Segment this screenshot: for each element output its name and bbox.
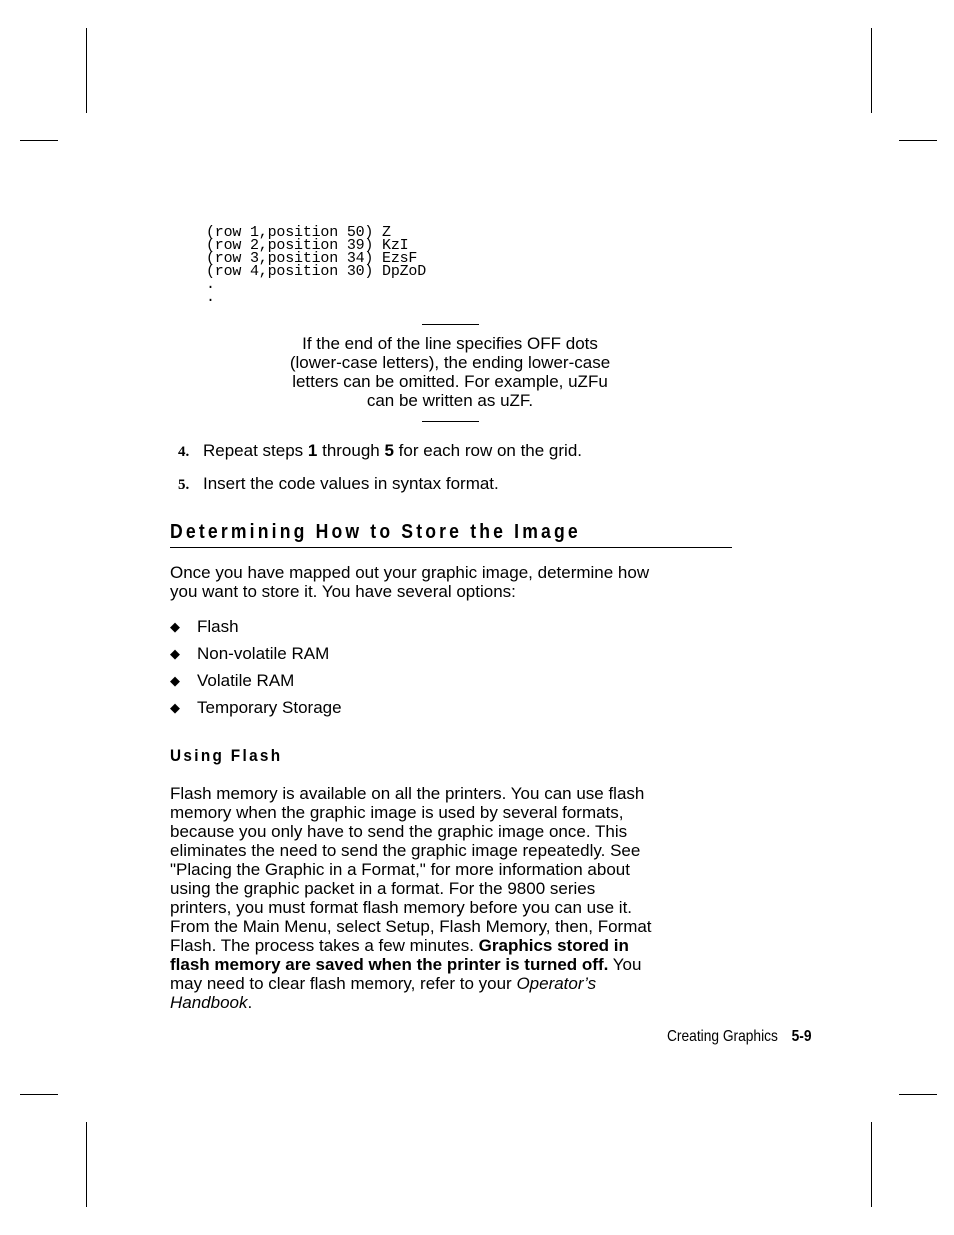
note-top-rule (422, 324, 479, 325)
page-number: 5-9 (791, 1028, 812, 1045)
step-number: 4. (178, 444, 190, 460)
paragraph-text: may need to clear flash memory, refer to your (170, 974, 517, 993)
diamond-bullet-icon: ◆ (170, 646, 180, 661)
paragraph-line: using the graphic packet in a format. For the 9800 series (170, 879, 596, 898)
paragraph-line: Flash memory is available on all the printers. You can use flash (170, 784, 645, 803)
page-footer (667, 1028, 812, 1046)
crop-mark-top-left-h (20, 140, 58, 141)
note-line: can be written as uZF. (366, 391, 534, 410)
code-line: . (206, 276, 215, 293)
note-bottom-rule (422, 421, 479, 422)
diamond-bullet-icon: ◆ (170, 700, 180, 715)
step-text: for each row on the grid. (393, 441, 582, 460)
paragraph-line (170, 936, 652, 955)
code-line: . (206, 289, 215, 306)
book-title: Handbook (170, 993, 248, 1012)
paragraph-line: "Placing the Graphic in a Format," for more information about (170, 860, 630, 879)
crop-mark-top-right-h (899, 140, 937, 141)
paragraph-text: . (247, 993, 253, 1012)
paragraph-line (170, 955, 652, 974)
paragraph-line (170, 974, 652, 993)
crop-mark-bottom-right-v (871, 1122, 872, 1207)
code-line: (row 3,position 34) EzsF (206, 250, 418, 267)
section-heading: Determining How to Store the Image (170, 521, 581, 543)
step-text: Insert the code values in syntax format. (203, 474, 499, 493)
list-item-label: Temporary Storage (197, 698, 342, 717)
code-line: (row 2,position 39) KzI (206, 237, 409, 254)
diamond-bullet-icon: ◆ (170, 673, 180, 688)
step-number: 5. (178, 477, 190, 493)
list-item (170, 671, 294, 691)
code-example (206, 226, 426, 304)
intro-line: Once you have mapped out your graphic image, determine how (170, 563, 650, 582)
code-line: (row 4,position 30) DpZoD (206, 263, 427, 280)
section-intro (170, 563, 649, 601)
intro-line: you want to store it. You have several options: (170, 582, 516, 601)
chapter-title: Creating Graphics (667, 1028, 778, 1045)
note-line: letters can be omitted. For example, uZFu (292, 372, 608, 391)
paragraph-text: Flash. The process takes a few minutes. (170, 936, 479, 955)
paragraph-line: because you only have to send the graphic image once. This (170, 822, 628, 841)
subsection-heading: Using Flash (170, 746, 283, 765)
step-ref: 1 (307, 441, 318, 460)
flash-paragraph (170, 784, 652, 1012)
code-line: (row 1,position 50) Z (206, 224, 391, 241)
paragraph-line: From the Main Menu, select Setup, Flash Memory, then, Format (170, 917, 652, 936)
list-item (170, 644, 329, 664)
note-line: If the end of the line specifies OFF dots (302, 334, 598, 353)
step-4 (178, 441, 582, 462)
paragraph-line: eliminates the need to send the graphic image repeatedly. See (170, 841, 641, 860)
step-text: Repeat steps (203, 441, 308, 460)
crop-mark-bottom-right-h (899, 1094, 937, 1095)
paragraph-line: memory when the graphic image is used by several formats, (170, 803, 624, 822)
paragraph-line (170, 993, 652, 1012)
paragraph-text: You (608, 955, 642, 974)
step-ref: 5 (384, 441, 394, 460)
paragraph-bold-text: flash memory are saved when the printer is turned off. (170, 955, 609, 974)
note-line: (lower-case letters), the ending lower-case (289, 353, 611, 372)
list-item (170, 617, 239, 637)
list-item (170, 698, 342, 718)
section-heading-rule (170, 547, 732, 548)
crop-mark-bottom-left-h (20, 1094, 58, 1095)
crop-mark-bottom-left-v (86, 1122, 87, 1207)
paragraph-line: printers, you must format flash memory before you can use it. (170, 898, 633, 917)
list-item-label: Flash (197, 617, 239, 636)
book-title: Operator’s (516, 974, 597, 993)
diamond-bullet-icon: ◆ (170, 619, 180, 634)
paragraph-bold-text: Graphics stored in (478, 936, 629, 955)
step-5 (178, 474, 499, 495)
note (250, 334, 650, 410)
list-item-label: Volatile RAM (197, 671, 295, 690)
crop-mark-top-left-v (86, 28, 87, 113)
step-text: through (317, 441, 385, 460)
crop-mark-top-right-v (871, 28, 872, 113)
list-item-label: Non-volatile RAM (197, 644, 330, 663)
